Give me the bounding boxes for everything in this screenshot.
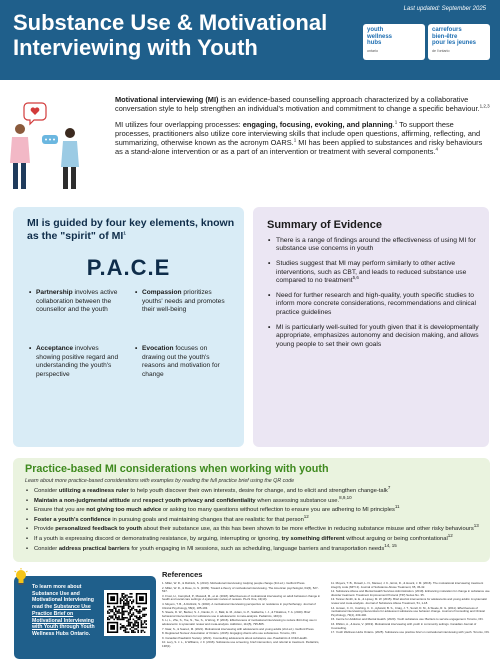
practice-item: • Ensure that you are not giving too much advice or asking too many questions without reflection to ensure you are adhering to MI principles$^{11}$ xyxy=(25,507,483,514)
references-heading: References xyxy=(162,570,203,579)
summary-item: • There is a range of findings around the effectiveness of using MI for substance use concerns in youth xyxy=(267,237,479,254)
reference-item: 9. Canadian Paediatric Society. (2021). Counselling adolescents about substance use. Paediatrics & Child Health. xyxy=(162,635,308,640)
pace-heading: MI is guided by four key elements, known as the "spirit" of $MI^1$ xyxy=(27,217,235,242)
summary-heading: Summary of Evidence xyxy=(267,219,382,231)
reference-item: 14. Jensen, C. D., Cushing, C. C., Aylward, B. S., Craig, J. T., Sorell, D. M., & Steele, R. G. (2011). Effectiveness of motivational interviewing interventions for adolescent substance use behavior change. Journal of Consulting and Clinical Psychology, 79(4), 433-440. xyxy=(331,605,485,617)
reference-item: 15. Centre for Addiction and Mental Health. (2020). Youth substance use: Barriers to service engagement. Toronto, ON. xyxy=(331,617,484,622)
pace-item-compassion: • Compassion prioritizes youths' needs and promotes their well-being xyxy=(135,289,227,315)
reference-item: 6. Li, L., Zhu, S., Tse, N., Tse, S., & Wong, P. (2016). Effectiveness of motivational interviewing to reduce illicit drug use in adolescents: A systematic review and meta-analysis. Addiction, 111(5), 795-805. xyxy=(162,618,317,626)
reference-item: 13. Tanner-Smith, E. E., & Lipsey, M. W. (2015). Brief alcohol interventions for adolescents and young adults: A systematic review and meta-analysis. Journal of Substance Abuse Treatment, 51, 1-18. xyxy=(331,597,488,605)
intro-paragraph-2: MI utilizes four overlapping processes: engaging, focusing, evoking, and planning.$^1$ To support these processes, practitioners also utilize core interviewing skills that include open questions, affirming, reflecting, and summarizing, otherwise known as the acronym OARS.$^1$ MI has been applied to substances and risky behaviours as a stand-alone intervention or as a part of an intervention or treatment with several components.$^4$ xyxy=(115,119,483,157)
qr-code-icon xyxy=(107,593,147,633)
pace-item-acceptance: • Acceptance involves showing positive regard and understanding the youth's perspective xyxy=(29,345,121,379)
header-banner xyxy=(0,0,500,80)
reference-item: 2. Miller, W. R., & Rose, G. S. (2009). Toward a theory of motivational interviewing. The American psychologist, 64(6), 527-537. xyxy=(162,585,319,594)
learn-more-text: To learn more about Substance Use and Motivational Interviewing read the Substance Use Practice Brief on Motivational Interviewing with Youth through Youth Wellness Hubs Ontario. xyxy=(32,584,95,637)
summary-list xyxy=(267,237,479,355)
reference-item: 4. Moyers, T. B., & Rollnick, S. (2002). A motivational interviewing perspective on resistance in psychotherapy. Journal of Clinical Psychology, 58(2), 185-193. xyxy=(162,601,316,610)
page-title xyxy=(13,10,343,60)
reference-item: 17. Youth Wellness Hubs Ontario. (2025). Substance use practice brief on motivational interviewing with youth. Toronto, ON. xyxy=(331,630,490,635)
qr-code[interactable] xyxy=(104,590,150,636)
reference-item: 12. Substance Abuse and Mental Health Services Administration. (2019). Enhancing motivation for change in substance use disorder treatment. Treatment Improvement Protocol (TIP) Series No. 35. xyxy=(331,589,490,597)
reference-item: 5. Steele, D. W., Becker, S. J., Danko, K. J., Balk, E. M., Adam, G. P., Saldanha, I. J., & Trikalinos, T. A. (2020). Brief behavioral interventions for substance use in adolescents: A meta-analysis. Pediatrics, 146(4). xyxy=(162,610,311,618)
practice-item: • Consider address practical barriers for youth engaging in MI sessions, such as scheduling, language barriers and transportation needs$^{14, 15}$ xyxy=(25,546,483,553)
practice-item: • Foster a youth's confidence in pursuing goals and maintaining changes that are realistic for that person$^{12}$ xyxy=(25,517,483,524)
intro-section xyxy=(115,95,490,163)
reference-item: 3. Frost, H., Campbell, P., Maxwell, M., et al. (2018). Effectiveness of motivational interviewing on adult behaviour change in health and social care settings: A systematic review of reviews. PLoS One, 13(10). xyxy=(162,593,321,602)
last-updated-text: Last updated: September 2025 xyxy=(403,6,486,12)
references-column-2 xyxy=(331,582,492,650)
practice-item: • Consider utilizing a readiness ruler to help youth discover their own interests, desire for change, and to elicit and strengthen change-talk$^7$ xyxy=(25,488,483,495)
pace-panel xyxy=(13,207,244,447)
lightbulb-icon xyxy=(14,568,28,588)
practice-item: • If a youth is expressing discord or demonstrating resistance, by arguing, interrupting or ignoring, try something different without arguing or being confrontational$^{12}$ xyxy=(25,536,483,543)
reference-item: 11. Moyers, T. B., Rowell, L. N., Manuel, J. K., Ernst, D., & Houck, J. M. (2016). The motivational interviewing treatment integrity code (MITI 4). Journal of Substance Abuse Treatment, 65, 36-42. xyxy=(331,581,484,589)
title-line-1: Substance Use & Motivational xyxy=(13,10,328,35)
practice-panel xyxy=(13,458,490,562)
reference-item: 7. Naar, S., & Suarez, M. (2021). Motivational interviewing with adolescents and young adults (2nd ed.). Guilford Press. xyxy=(162,626,315,631)
reference-item: 1. Miller, W. R., & Rollnick, S. (2013). Motivational interviewing: Helping people change (3rd ed.). Guilford Press. xyxy=(162,581,306,585)
intro-paragraph-1: Motivational interviewing (MI) is an evidence-based counselling approach characterized by a collaborative conversation style to help strengthen an individual's motivation and commitment to change a specific behaviour.$^{1,2,3}$ xyxy=(115,95,490,114)
references-section xyxy=(162,570,492,650)
summary-item: • MI is particularly well-suited for youth given that it is developmentally appropriate, emphasizes autonomy and decision making, and allows young people to set their own goals xyxy=(267,324,479,349)
summary-item: • Studies suggest that MI may perform similarly to other active interventions, such as CBT, and leads to reduced substance use compared to no treatment$^{5,6}$ xyxy=(267,260,479,285)
learn-more-callout xyxy=(14,576,156,659)
conversation-illustration-icon xyxy=(6,95,86,195)
reference-item: 10. Levy, S. J. L., & Williams, J. F. (2016). Substance use screening, brief intervention, and referral to treatment. Pediatrics, 138(1). xyxy=(162,640,320,648)
summary-item: • Need for further research and high-quality, youth specific studies to inform more concrete considerations, recommendations and clinical practice guidelines xyxy=(267,292,479,317)
pace-item-partnership: • Partnership involves active collaboration between the counsellor and the youth xyxy=(29,289,121,315)
practice-list xyxy=(25,485,483,555)
ywho-logo-en: youth wellness hubs ontario xyxy=(363,24,425,60)
practice-brief-link[interactable]: Substance Use Practice Brief on Motivational Interviewing with Youth xyxy=(32,604,94,631)
ywho-logo-fr: carrefours bien-être pour les jeunes de l'ontario xyxy=(428,24,490,60)
summary-panel xyxy=(253,207,489,447)
references-column-1 xyxy=(162,582,323,650)
pace-acronym: P.A.C.E xyxy=(86,255,171,280)
reference-item: 8. Registered Nurses' Association of Ontario. (2015). Engaging clients who use substances. Toronto, ON. xyxy=(162,631,297,636)
practice-subheading: Learn about more practice-based considerations with examples by reading the full practice brief using the QR code xyxy=(25,478,295,484)
practice-item: • Maintain a non-judgmental attitude and respect youth privacy and confidentiality when assessing substance use.$^{8,9,10}$ xyxy=(25,498,483,505)
reference-item: 16. Dhillon, A., & Hans, V. (2019). Motivational interviewing with youth in community settings. Canadian Journal of Counselling. xyxy=(331,621,477,630)
title-line-2: Interviewing with Youth xyxy=(13,35,258,60)
practice-heading: Practice-based MI considerations when working with youth xyxy=(25,463,329,475)
pace-item-evocation: • Evocation focuses on drawing out the youth's reasons and motivation for change xyxy=(135,345,227,379)
practice-item: • Provide personalized feedback to youth about their substance use, as this has been shown to be more effective in reducing substance misuse and other risky behaviours$^{13}$ xyxy=(25,526,483,533)
